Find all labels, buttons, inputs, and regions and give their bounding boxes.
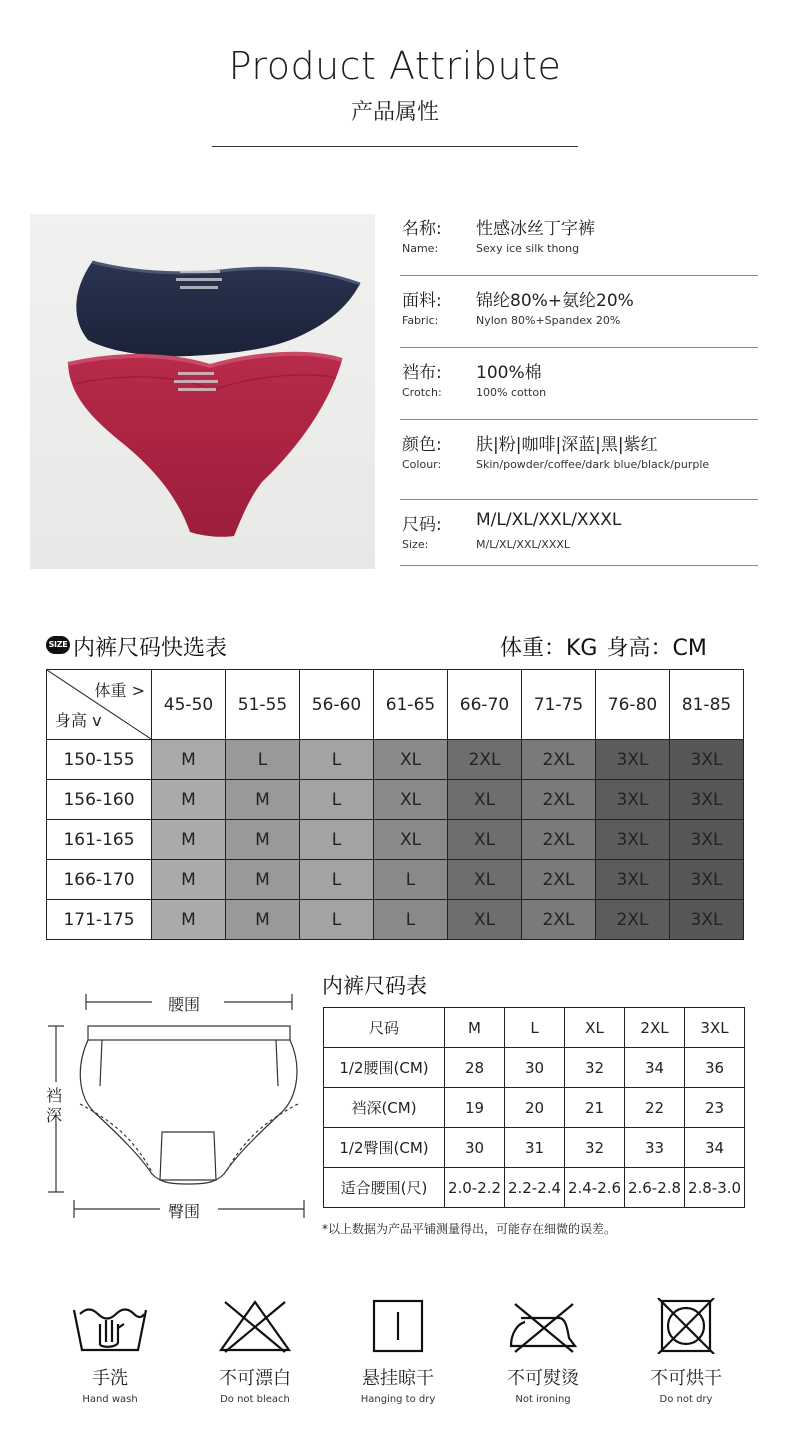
header-cell: 2XL [625,1008,685,1048]
size-chart-title: 内裤尺码表 [322,974,427,998]
attribute-key-cn: 颜色: [402,435,442,455]
table-cell: 32 [565,1048,625,1088]
weight-header-cell: 56-60 [300,670,374,740]
height-cell: 150-155 [47,740,152,780]
attribute-key-cn: 名称: [402,219,442,239]
product-photo [30,214,375,569]
size-cell: 2XL [522,820,596,860]
size-cell: L [300,900,374,940]
table-header-row [47,670,744,740]
size-cell: 3XL [596,780,670,820]
quick-size-table [46,669,744,940]
measurement-note: *以上数据为产品平铺测量得出，可能存在细微的误差。 [322,1222,617,1236]
care-label-cn: 手洗 [92,1368,128,1389]
weight-header-cell: 81-85 [670,670,744,740]
waist-label: 腰围 [168,995,201,1014]
size-cell: M [152,780,226,820]
attribute-value-cn: 肤|粉|咖啡|深蓝|黑|紫红 [476,435,658,455]
table-header-row [324,1008,745,1048]
size-cell: XL [374,740,448,780]
no-bleach-icon [215,1298,295,1354]
height-cell: 171-175 [47,900,152,940]
attribute-key-en: Name: [402,242,439,255]
rise-label: 裆深 [46,1086,63,1125]
title-divider [212,146,578,147]
attribute-key-en: Size: [402,538,429,551]
size-cell: 2XL [522,740,596,780]
care-label-en: Do not dry [659,1394,713,1405]
size-cell: 3XL [670,900,744,940]
row-label-cell: 适合腰围(尺) [324,1168,445,1208]
size-cell: 3XL [670,860,744,900]
size-cell: 3XL [670,780,744,820]
size-cell: L [374,900,448,940]
height-axis-label: 身高 v [55,711,102,730]
weight-header-cell: 51-55 [226,670,300,740]
size-cell: M [226,820,300,860]
quick-table-title: 内裤尺码快选表 [73,636,228,661]
height-cell: 161-165 [47,820,152,860]
care-label-cn: 不可漂白 [219,1368,291,1389]
size-cell: 2XL [522,780,596,820]
size-cell: XL [448,860,522,900]
hand-wash-icon [70,1298,150,1354]
row-label-cell: 1/2腰围(CM) [324,1048,445,1088]
size-cell: M [152,860,226,900]
size-cell: 3XL [670,820,744,860]
table-cell: 22 [625,1088,685,1128]
size-badge-icon: SIZE [46,636,70,654]
table-cell: 20 [505,1088,565,1128]
table-cell: 19 [445,1088,505,1128]
attribute-row-crotch [400,348,758,420]
size-cell: M [152,820,226,860]
size-cell: XL [374,820,448,860]
size-cell: M [226,900,300,940]
table-row [47,900,744,940]
table-corner-cell [47,670,152,740]
header-cell: XL [565,1008,625,1048]
care-item-hang-dry [338,1298,458,1405]
attribute-row-fabric [400,276,758,348]
size-cell: L [300,780,374,820]
attribute-key-cn: 裆布: [402,363,442,383]
page-title: Product Attribute [228,44,562,88]
table-cell: 31 [505,1128,565,1168]
attribute-value-en: 100% cotton [476,386,547,399]
table-cell: 2.2-2.4 [505,1168,565,1208]
table-row [47,780,744,820]
height-cell: 166-170 [47,860,152,900]
care-label-en: Do not bleach [220,1394,290,1405]
care-item-no-iron [483,1298,603,1405]
table-cell: 2.8-3.0 [685,1168,745,1208]
attribute-key-en: Colour: [402,458,442,471]
weight-header-cell: 66-70 [448,670,522,740]
table-cell: 34 [625,1048,685,1088]
size-cell: 3XL [596,860,670,900]
care-label-cn: 不可烘干 [650,1368,722,1389]
size-cell: 2XL [448,740,522,780]
size-cell: M [152,740,226,780]
header-cell: 3XL [685,1008,745,1048]
size-cell: 2XL [596,900,670,940]
row-label-cell: 裆深(CM) [324,1088,445,1128]
attribute-value-cn: M/L/XL/XXL/XXXL [476,510,622,530]
size-cell: 2XL [522,900,596,940]
care-label-cn: 不可熨烫 [507,1368,579,1389]
size-cell: M [152,900,226,940]
table-cell: 34 [685,1128,745,1168]
table-cell: 21 [565,1088,625,1128]
underwear-outline-icon [40,986,315,1222]
attribute-key-cn: 尺码: [402,515,442,535]
table-cell: 30 [445,1128,505,1168]
table-row [324,1048,745,1088]
size-cell: XL [374,780,448,820]
table-cell: 2.6-2.8 [625,1168,685,1208]
attribute-value-en: Nylon 80%+Spandex 20% [476,314,621,327]
row-label-cell: 1/2臀围(CM) [324,1128,445,1168]
size-cell: L [226,740,300,780]
page-subtitle: 产品属性 [350,100,439,125]
weight-header-cell: 76-80 [596,670,670,740]
header-cell: L [505,1008,565,1048]
header-cell: 尺码 [324,1008,445,1048]
attribute-row-colour [400,420,758,500]
size-cell: M [226,860,300,900]
weight-header-cell: 45-50 [152,670,226,740]
table-row [47,740,744,780]
weight-axis-label: 体重 > [94,681,145,700]
table-row [324,1088,745,1128]
hang-dry-icon [358,1298,438,1354]
size-cell: 3XL [596,740,670,780]
size-cell: L [374,860,448,900]
table-cell: 23 [685,1088,745,1128]
header-cell: M [445,1008,505,1048]
care-label-en: Hand wash [82,1394,138,1405]
care-label-cn: 悬挂晾干 [362,1368,434,1389]
table-cell: 30 [505,1048,565,1088]
care-label-en: Not ironing [515,1394,571,1405]
weight-header-cell: 61-65 [374,670,448,740]
care-item-no-bleach [195,1298,315,1405]
height-cell: 156-160 [47,780,152,820]
size-chart-table [323,1007,745,1208]
attribute-key-en: Crotch: [402,386,442,399]
size-cell: 2XL [522,860,596,900]
hip-label: 臀围 [168,1202,201,1221]
table-cell: 28 [445,1048,505,1088]
table-row [47,860,744,900]
size-cell: M [226,780,300,820]
table-cell: 2.4-2.6 [565,1168,625,1208]
size-cell: L [300,740,374,780]
quick-table-units: 体重：KG 身高：CM [500,636,707,661]
size-cell: L [300,820,374,860]
table-cell: 2.0-2.2 [445,1168,505,1208]
attribute-row-name [400,204,758,276]
attribute-value-cn: 100%棉 [476,363,542,383]
attribute-key-en: Fabric: [402,314,439,327]
no-tumble-dry-icon [646,1298,726,1354]
size-cell: 3XL [670,740,744,780]
attribute-value-cn: 锦纶80%+氨纶20% [476,291,634,311]
table-row [47,820,744,860]
care-item-no-tumble-dry [626,1298,746,1405]
table-row [324,1168,745,1208]
weight-header-cell: 71-75 [522,670,596,740]
attribute-key-cn: 面料: [402,291,442,311]
size-cell: L [300,860,374,900]
table-cell: 33 [625,1128,685,1168]
attribute-value-en: Skin/powder/coffee/dark blue/black/purple [476,458,710,471]
attribute-row-size [400,500,758,566]
attribute-value-cn: 性感冰丝丁字裤 [476,219,595,239]
no-iron-icon [503,1298,583,1354]
size-cell: 3XL [596,820,670,860]
attribute-value-en: Sexy ice silk thong [476,242,580,255]
size-cell: XL [448,820,522,860]
measurement-diagram [40,986,315,1222]
size-cell: XL [448,900,522,940]
table-cell: 32 [565,1128,625,1168]
size-cell: XL [448,780,522,820]
table-row [324,1128,745,1168]
care-item-hand-wash [50,1298,170,1405]
table-cell: 36 [685,1048,745,1088]
care-label-en: Hanging to dry [360,1394,436,1405]
attribute-value-en: M/L/XL/XXL/XXXL [476,538,571,551]
